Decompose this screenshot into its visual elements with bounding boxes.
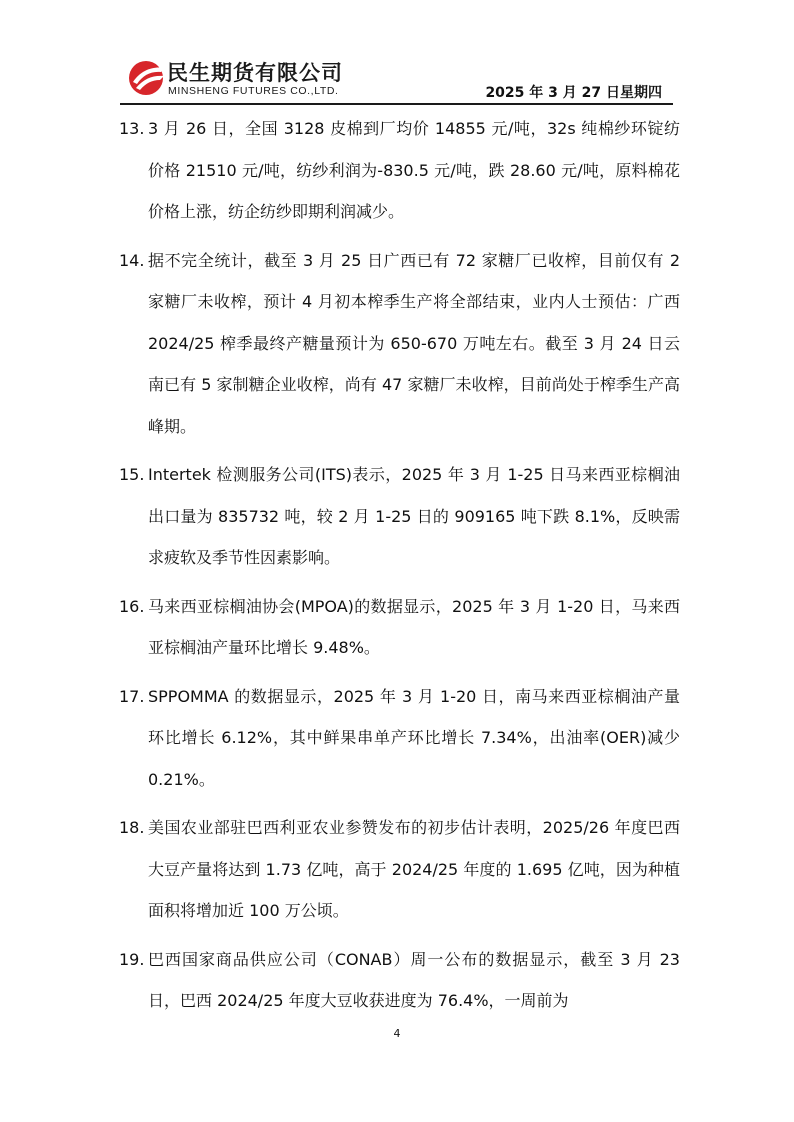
news-item-18 xyxy=(120,807,680,932)
item-number: 17. xyxy=(119,686,145,706)
page-number: 4 xyxy=(393,1027,401,1040)
item-text: SPPOMMA 的数据显示，2025 年 3 月 1-20 日，南马来西亚棕榈油产量环比增长 6.12%，其中鲜果串单产环比增长 7.34%，出油率(OER)减少 0.21%。 xyxy=(148,686,680,789)
minsheng-logo-icon xyxy=(125,56,169,100)
page-header xyxy=(0,0,794,110)
item-number: 14. xyxy=(119,250,145,270)
logo-chinese-name: 民生期货有限公司 xyxy=(167,61,343,85)
news-item-19 xyxy=(120,939,680,1022)
item-text: Intertek 检测服务公司(ITS)表示，2025 年 3 月 1-25 日马来西亚棕榈油出口量为 835732 吨，较 2 月 1-25 日的 909165 吨下跌 8.1%，反映需求疲软及季节性因素影响。 xyxy=(148,465,680,567)
news-item-15 xyxy=(120,454,680,579)
item-number: 18. xyxy=(119,818,145,837)
item-text: 马来西亚棕榈油协会(MPOA)的数据显示，2025 年 3 月 1-20 日，马来西亚棕榈油产量环比增长 9.48%。 xyxy=(148,596,680,657)
item-text: 美国农业部驻巴西利亚农业参赞发布的初步估计表明，2025/26 年度巴西大豆产量将达到 1.73 亿吨，高于 2024/25 年度的 1.695 亿吨，因为种植面积将增加近 100 万公顷。 xyxy=(148,818,680,920)
header-divider xyxy=(120,103,673,105)
company-logo xyxy=(125,56,365,100)
logo-english-name: MINSHENG FUTURES CO.,LTD. xyxy=(168,85,339,97)
item-number: 13. xyxy=(119,119,145,138)
news-item-13 xyxy=(120,108,680,233)
news-list xyxy=(120,108,680,1022)
item-number: 19. xyxy=(119,949,145,969)
item-text: 巴西国家商品供应公司（CONAB）周一公布的数据显示，截至 3 月 23 日，巴西 2024/25 年度大豆收获进度为 76.4%，一周前为 xyxy=(148,949,680,1010)
news-item-16 xyxy=(120,586,680,669)
item-text: 据不完全统计，截至 3 月 25 日广西已有 72 家糖厂已收榨，目前仅有 2 家糖厂未收榨，预计 4 月初本榨季生产将全部结束，业内人士预估：广西 2024/25 榨季最终产糖量预计为 650-670 万吨左右。截至 3 月 24 日云南已有 5 家制糖企业收榨，尚有 47 家糖厂未收榨，目前尚处于榨季生产高峰期。 xyxy=(148,250,680,436)
item-number: 16. xyxy=(119,596,145,616)
item-text: 3 月 26 日，全国 3128 皮棉到厂均价 14855 元/吨，32s 纯棉纱环锭纺价格 21510 元/吨，纺纱利润为-830.5 元/吨，跌 28.60 元/吨，原料棉花价格上涨，纺企纺纱即期利润减少。 xyxy=(148,119,680,221)
item-number: 15. xyxy=(119,465,145,484)
news-item-17 xyxy=(120,676,680,801)
news-item-14 xyxy=(120,240,680,448)
report-date: 2025 年 3 月 27 日星期四 xyxy=(485,85,662,101)
